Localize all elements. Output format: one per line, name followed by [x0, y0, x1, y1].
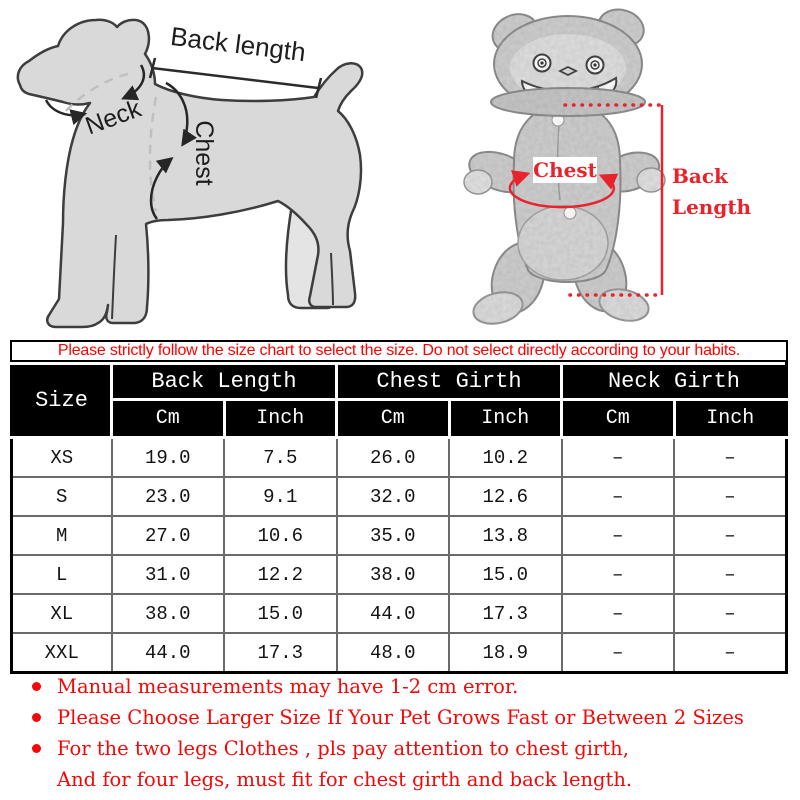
- value-cell: 48.0: [337, 633, 450, 673]
- unit-header: Cm: [337, 400, 450, 438]
- chest-girth-group-header: Chest Girth: [337, 364, 562, 400]
- value-cell: –: [562, 477, 675, 516]
- note-item: [30, 671, 790, 702]
- size-cell: XXL: [12, 633, 112, 673]
- note-continuation: And for four legs, must fit for chest girth and back length.: [57, 768, 633, 791]
- table-group-header-row: [12, 364, 787, 400]
- back-length-group-header: Back Length: [112, 364, 337, 400]
- value-cell: –: [562, 438, 675, 478]
- note-text: Please Choose Larger Size If Your Pet Grows Fast or Between 2 Sizes: [57, 706, 744, 729]
- value-cell: –: [674, 438, 787, 478]
- neck-label: Neck: [81, 94, 145, 141]
- unit-header: Cm: [112, 400, 225, 438]
- value-cell: 15.0: [449, 555, 562, 594]
- costume-belly-patch: [518, 206, 608, 280]
- value-cell: 44.0: [112, 633, 225, 673]
- costume-back-label: Back: [672, 164, 728, 188]
- value-cell: 10.2: [449, 438, 562, 478]
- size-column-header: Size: [12, 364, 112, 438]
- table-row: [12, 516, 787, 555]
- value-cell: 38.0: [112, 594, 225, 633]
- unit-header: Inch: [449, 400, 562, 438]
- value-cell: 19.0: [112, 438, 225, 478]
- value-cell: –: [674, 516, 787, 555]
- table-row: [12, 555, 787, 594]
- chest-label: Chest: [190, 120, 218, 186]
- note-item: [30, 733, 790, 764]
- value-cell: 13.8: [449, 516, 562, 555]
- value-cell: –: [562, 594, 675, 633]
- unit-header: Cm: [562, 400, 675, 438]
- pet-costume-diagram: [430, 0, 800, 336]
- costume-button: [564, 207, 576, 219]
- costume-eye-right: [587, 57, 604, 74]
- neck-girth-group-header: Neck Girth: [562, 364, 787, 400]
- table-unit-header-row: [12, 400, 787, 438]
- value-cell: 12.2: [224, 555, 337, 594]
- costume-eye-left: [534, 55, 551, 72]
- table-row: [12, 438, 787, 478]
- value-cell: 35.0: [337, 516, 450, 555]
- note-item: [30, 702, 790, 733]
- value-cell: 31.0: [112, 555, 225, 594]
- value-cell: 27.0: [112, 516, 225, 555]
- costume-length-label: Length: [672, 195, 752, 219]
- value-cell: 23.0: [112, 477, 225, 516]
- dog-measurement-diagram: [0, 5, 430, 337]
- size-cell: XL: [12, 594, 112, 633]
- unit-header: Inch: [674, 400, 787, 438]
- table-row: [12, 633, 787, 673]
- costume-hood-brim: [491, 88, 645, 116]
- size-cell: XS: [12, 438, 112, 478]
- value-cell: 26.0: [337, 438, 450, 478]
- size-cell: M: [12, 516, 112, 555]
- value-cell: –: [674, 633, 787, 673]
- value-cell: 9.1: [224, 477, 337, 516]
- value-cell: 12.6: [449, 477, 562, 516]
- bullet-icon: [32, 744, 41, 753]
- size-notes: [30, 671, 790, 795]
- note-text: For the two legs Clothes , pls pay attention to chest girth,: [57, 737, 629, 760]
- value-cell: 18.9: [449, 633, 562, 673]
- note-text: Manual measurements may have 1-2 cm error.: [57, 675, 519, 698]
- bullet-icon: [32, 682, 41, 691]
- value-cell: –: [674, 555, 787, 594]
- value-cell: 17.3: [224, 633, 337, 673]
- size-chart-table: [10, 362, 788, 674]
- value-cell: 17.3: [449, 594, 562, 633]
- costume-chest-label: Chest: [533, 158, 597, 182]
- value-cell: 10.6: [224, 516, 337, 555]
- value-cell: –: [562, 633, 675, 673]
- table-row: [12, 594, 787, 633]
- size-chart-warning: [10, 340, 788, 362]
- value-cell: 44.0: [337, 594, 450, 633]
- back-length-label: Back length: [168, 20, 308, 68]
- value-cell: –: [674, 594, 787, 633]
- value-cell: –: [562, 555, 675, 594]
- value-cell: 7.5: [224, 438, 337, 478]
- value-cell: 32.0: [337, 477, 450, 516]
- bullet-icon: [32, 713, 41, 722]
- value-cell: –: [562, 516, 675, 555]
- table-row: [12, 477, 787, 516]
- costume-paw-left: [464, 170, 492, 194]
- value-cell: –: [674, 477, 787, 516]
- warning-text: Please strictly follow the size chart to select the size. Do not select directly according to your habits.: [57, 342, 741, 359]
- size-cell: L: [12, 555, 112, 594]
- size-cell: S: [12, 477, 112, 516]
- unit-header: Inch: [224, 400, 337, 438]
- value-cell: 38.0: [337, 555, 450, 594]
- value-cell: 15.0: [224, 594, 337, 633]
